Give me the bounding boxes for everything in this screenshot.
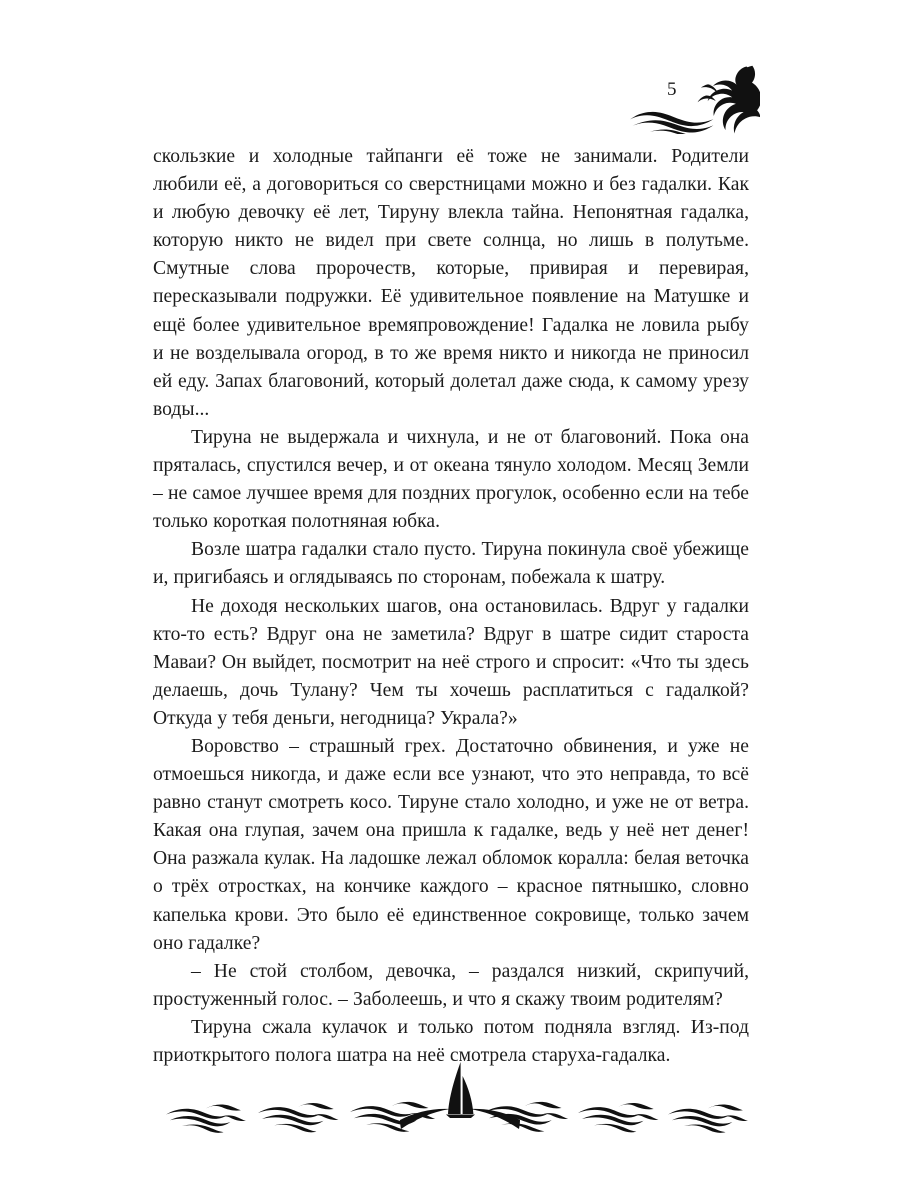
sailboat-waves-ornament <box>160 1058 760 1138</box>
paragraph: Тируна сжала кулачок и только потом подняла взгляд. Из-под приоткрытого полога шатра на неё смотрела старуха-гадалка. <box>153 1016 749 1066</box>
paragraph: Тируна не выдержала и чихнула, и не от благовоний. Пока она пряталась, спустился вечер, и от океана тянуло холодом. Месяц Земли – не самое лучшее время для поздних прогулок, особенно если на тебе только короткая полотняная юбка. <box>153 426 749 533</box>
page-footer <box>0 1050 900 1150</box>
paragraph: Не доходя нескольких шагов, она остановилась. Вдруг у гадалки кто-то есть? Вдруг она не заметила? Вдруг в шатре сидит староста Маваи? Он выйдет, посмотрит на неё строго и спросит: «Что ты здесь делаешь, дочь Тулану? Чем ты хочешь расплатиться с гадалкой? Откуда у тебя деньги, негодница? Украла?» <box>153 595 749 729</box>
wave-flourish-ornament <box>628 62 760 134</box>
page-text-block <box>153 143 749 1070</box>
paragraph: Воровство – страшный грех. Достаточно обвинения, и уже не отмоешься никогда, и даже если все узнают, что это неправда, то всё равно станут смотреть косо. Тируне стало холодно, и уже не от ветра. Какая она глупая, зачем она пришла к гадалке, ведь у неё нет денег! Она разжала кулак. На ладошке лежал обломок коралла: белая веточка о трёх отростках, на кончике каждого – красное пятнышко, словно капелька крови. Это было её единственное сокровище, только зачем оно гадалке? <box>153 735 749 954</box>
page-header <box>0 0 900 140</box>
paragraph: Возле шатра гадалки стало пусто. Тируна покинула своё убежище и, пригибаясь и оглядываясь по сторонам, побежала к шатру. <box>153 539 749 589</box>
page-number: 5 <box>667 79 677 100</box>
paragraph: скользкие и холодные тайпанги её тоже не занимали. Родители любили её, а договориться со сверстницами можно и без гадалки. Как и любую девочку её лет, Тируну влекла тайна. Непонятная гадалка, которую никто не видел при свете солнца, но лишь в полутьме. Смутные слова пророчеств, которые, привирая и перевирая, пересказывали подружки. Её удивительное появление на Матушке и ещё более удивительное времяпровождение! Гадалка не ловила рыбу и не возделывала огород, в то же время никто и никогда не приносил ей еду. Запах благовоний, который долетал даже сюда, к самому урезу воды... <box>153 146 749 420</box>
paragraph: – Не стой столбом, девочка, – раздался низкий, скрипучий, простуженный голос. – Заболеешь, и что я скажу твоим родителям? <box>153 960 749 1010</box>
